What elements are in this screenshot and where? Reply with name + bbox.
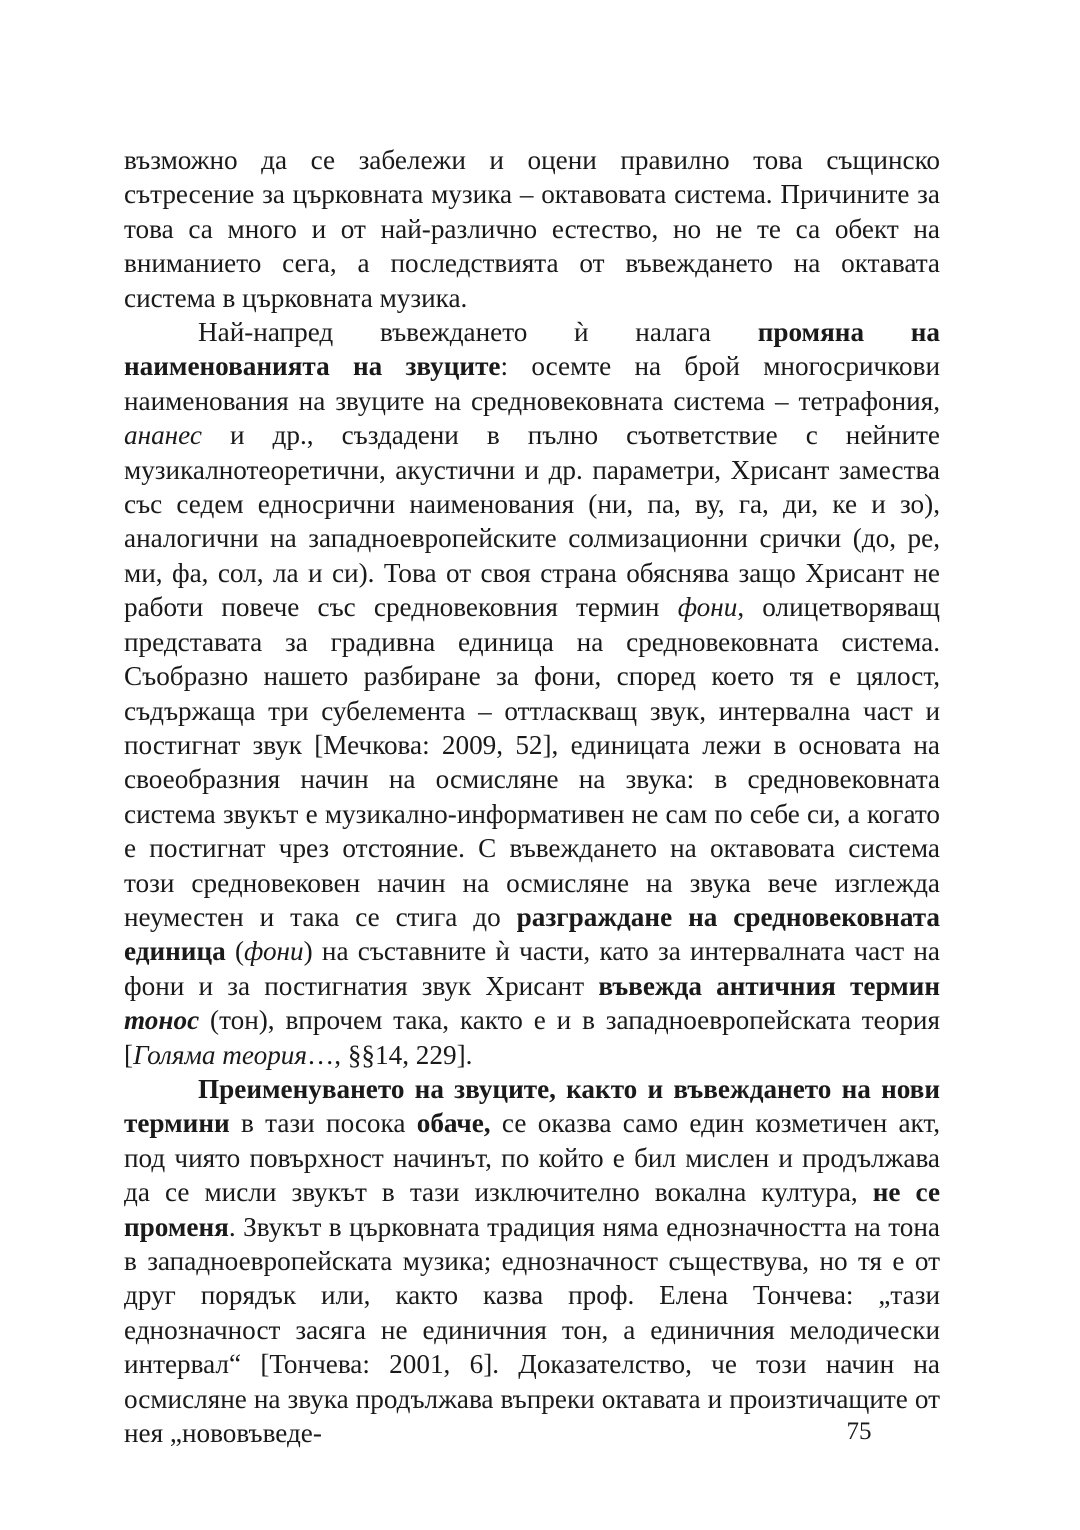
text-run: ) на съставните ѝ части, като за интервалната част на фони и за постигнатия звук Хрисант <box>124 936 940 1001</box>
text-run: и др., създадени в пълно съответствие с нейните музикалнотеоретични, акустични и др. параметри, Хрисант замества със седем едносрични наименования (ни, па, ву, га, ди, ке и зо), аналогични на западноевропейските солмизационни срички (до, ре, ми, фа, сол, ла и си). Това от своя страна обяснява защо Хрисант не работи повече със средновековния термин <box>124 420 940 623</box>
text-run: промяна на наименованията на звуците <box>124 317 940 382</box>
text-run: в тази посока <box>229 1108 417 1139</box>
text-run: ананес <box>124 420 202 451</box>
text-run: , олицетворяващ представата за градивна единица на средновековната система. Съобразно нашето разбиране за фони, според което тя е цялост, съдържаща три субелемента – оттласкващ звук, интервална част и постигнат звук [Мечкова: 2009, 52], единицата лежи в основата на своеобразния начин на осмисляне на звука: в средновековната система звукът е музикално-информативен не сам по себе си, а когато е постигнат чрез отстояние. С въвеждането на октавовата система този средновековен начин на осмисляне на звука вече изглежда неуместен и така се стига до <box>124 592 940 932</box>
text-run: Най-напред въвеждането ѝ налага <box>198 317 758 348</box>
text-run: : осемте на брой многосричкови наименования на звуците на средновековната система – тетрафония, <box>124 351 941 416</box>
page-body <box>124 143 940 1450</box>
text-run: тонос <box>124 1005 200 1036</box>
text-run: фони <box>244 936 304 967</box>
text-run: Голяма теория <box>133 1039 308 1070</box>
text-run: не се променя <box>124 1177 941 1242</box>
text-run: (тон), впрочем така, както е и в западноевропейската теория [ <box>124 1005 940 1070</box>
text-run: …, §§14, 229]. <box>307 1039 473 1070</box>
text-run: Преименуването на звуците, както и въвеждането на нови термини <box>124 1073 940 1139</box>
text-run: . Звукът в църковната традиция няма еднозначността на тона в западноевропейската музика; еднозначност съществува, но тя е от друг порядък или, както казва проф. Елена Тончева: „тази еднозначност засяга не единичния тон, а единичния мелодически интервал“ [Тончева: 2001, 6]. Доказателство, че този начин на осмисляне на звука продължава въпреки октавата и произтичащите от нея „нововъведе- <box>124 1211 940 1449</box>
paragraph-1 <box>124 143 940 315</box>
text-run: фони <box>677 592 738 623</box>
page-number: 75 <box>846 1418 872 1445</box>
text-run: въвежда античния термин <box>598 970 941 1001</box>
text-run: ( <box>225 936 245 967</box>
text-run: разграждане на средновековната единица <box>124 901 940 967</box>
text-run: се оказва само един козметичен акт, под чиято повърхност начинът, по който е бил мислен и продължава да се мисли звукът в тази изключително вокална култура, <box>124 1108 940 1208</box>
paragraph-2 <box>124 315 940 1072</box>
text-run: възможно да се забележи и оцени правилно това същинско сътресение за църковната музика – октавовата система. Причините за това са много и от най-различно естество, но не те са обект на вниманието сега, а последствията от въвеждането на октавата система в църковната музика. <box>124 145 940 313</box>
paragraph-3 <box>124 1072 940 1450</box>
text-run: обаче, <box>416 1108 491 1139</box>
